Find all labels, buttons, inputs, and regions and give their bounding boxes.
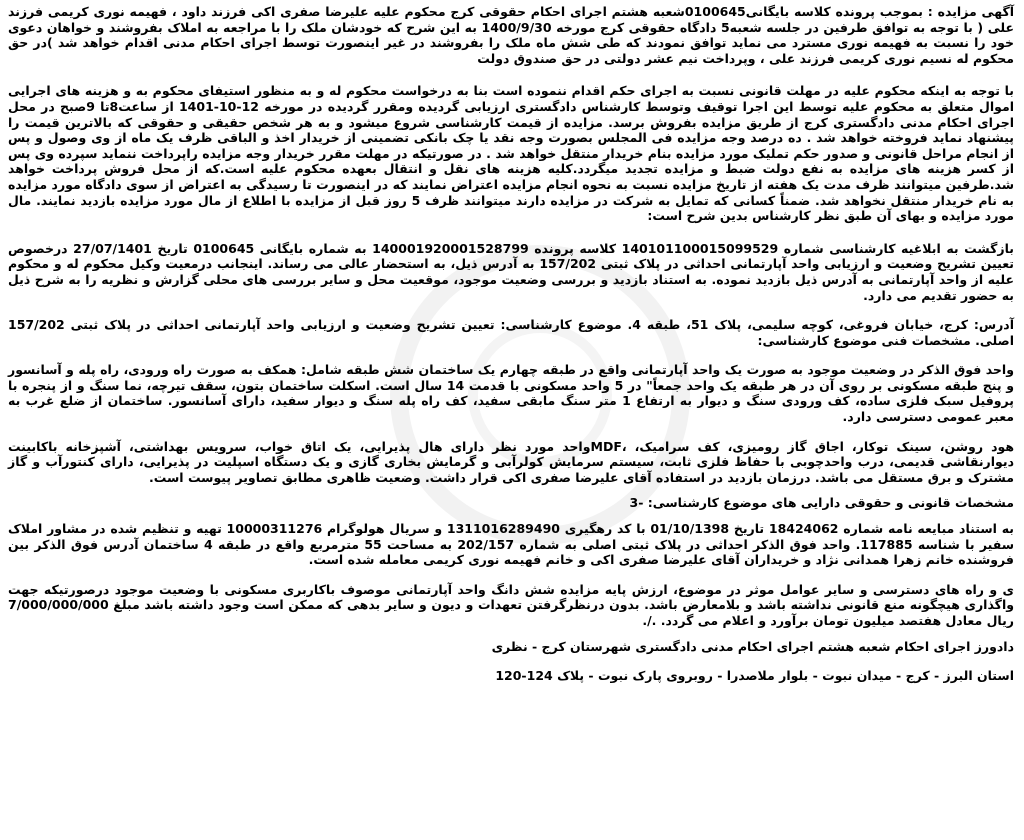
office-address-line: استان البرز - کرج - میدان نبوت - بلوار ملاصدرا - روبروی پارک نبوت - پلاک 124-120 bbox=[495, 668, 1014, 684]
notice-intro-paragraph: آگهی مزایده : بموجب پرونده کلاسه بایگانی0100645شعبه هشتم اجرای احکام حقوقی کرج محکوم علیه علیرضا صفری اکی فرزند داود ، فهیمه نوری کریمی فرزند علی ( با توجه به توافق طرفین در جلسه شعبه5 دادگاه حقوقی کرج مورخه 1400/9/30 به این شرح که خودشان ملک را با مراجعه به املاک بفروشند و خواهان دعوی خود را نسبت به فهیمه نوری مسترد می نماید توافق نمودند که طی شش ماه ملک را بفروشند در غیر اینصورت توسط اجرای احکام مدنی اقدام خواهد شد )در حق محکوم له نسیم نوری کریمی فرزند علی ، وپرداخت نیم عشر دولتی در حق صندوق دولت bbox=[8, 4, 1015, 66]
signature-line: دادورز اجرای احکام شعبه هشتم اجرای احکام مدنی دادگستری شهرستان کرج - نظری bbox=[491, 638, 1014, 654]
unit-features-paragraph: هود روشن، سینک توکار، اجاق گاز رومیزی، کف سرامیک، ،MDFواحد مورد نظر دارای هال پذیرایی، یک اتاق خواب، سرویس بهداشتی، آشپزخانه باکابینت دیوارنقاشی قدیمی، درب واحدچوبی با حفاظ فلزی ثابت، سیستم سرمایش کولرآبی و گرمایش بخاری گازی و یک دستگاه اسپلیت در پذیرایی، دارای کنتورآب و گاز مشترک و برق مستقل می باشد. درزمان بازدید در استفاده آقای علیرضا صفری اکی قرار داشت. وضعیت ظاهری مطابق تصاویر پیوست است. bbox=[8, 438, 1014, 485]
address-paragraph: آدرس: کرج، خیابان فروغی، کوچه سلیمی، پلاک 51، طبقه 4. موضوع کارشناسی: تعیین تشریح وضعیت و ارزیابی واحد آپارتمانی احداثی در پلاک ثبتی 157/202 اصلی. مشخصات فنی موضوع کارشناسی: bbox=[8, 317, 1014, 348]
valuation-paragraph: ی و راه های دسترسی و سایر عوامل موثر در موضوع، ارزش پایه مزایده شش دانگ واحد آپارتمانی موصوف باکاربری مسکونی با وضعیت موجود درصورتیکه جهت واگذاری هیچگونه منع قانونی نداشته باشد و بلامعارض باشد. بدون درنظرگرفتن تعهدات و دیون و سایر بدهی که ممکن است وجود داشته باشد مبلغ 7/000/000/000 ریال معادل هفتصد میلیون تومان برآورد و اعلام می گردد. ./. bbox=[8, 581, 1014, 628]
legal-specs-paragraph: به استناد مبایعه نامه شماره 18424062 تاریخ 01/10/1398 با کد رهگیری 1311016289490 و سریال هولوگرام 10000311276 تهیه و تنظیم شده در مشاور املاک سفیر با شناسه 117885. واحد فوق الذکر احداثی در پلاک ثبتی اصلی به شماره 202/157 به مساحت 55 مترمربع واقع در طبقه 4 ساختمان آدرس فوق الذکر بین فروشنده خانم زهرا همدانی نژاد و خریداران آقای علیرضا صفری اکی و خانم فهیمه نوری کریمی معامله شده است. bbox=[8, 521, 1014, 568]
auction-terms-paragraph: با توجه به اینکه محکوم علیه در مهلت قانونی نسبت به اجرای حکم اقدام ننموده است بنا به درخواست محکوم له و به منظور استیفای محکوم به و هزینه های اجرایی اموال متعلق به محکوم علیه توسط این اجرا توقیف وتوسط کارشناس دادگستری ارزیابی گردیده ومقرر گردیده در مورخه 12-10-1401 از ساعت8تا 9صبح در محل اجرای احکام مدنی دادگستری کرج از طریق مزایده بفروش برسد. مزایده از قیمت کارشناسی شروع میشود و به هر شخص حقیقی و حقوقی که بالاترین قیمت را پیشنهاد نماید فروخته خواهد شد . ده درصد وجه مزایده فی المجلس بصورت وجه نقد یا چک بانکی تضمینی از خریدار اخذ و الباقی ظرف یک ماه از وی وصول و پس از انجام مراحل قانونی و صدور حکم تملیک مورد مزایده بنام خریدار منتقل خواهد شد . در صورتیکه در مهلت مقرر خریدار وجه مزایده راپرداخت ننماید سپرده وی پس از کسر هزینه های مزایده به نفع دولت ضبط و مزایده تجدید میگردد.کلیه هزینه های نقل و انتقال بعهده محکوم علیه است.که از محل فروش پرداخت خواهد شد.طرفین میتوانند ظرف مدت یک هفته از تاریخ مزایده نسبت به نحوه انجام مزایده اعتراض نمایند که در اینصورت تا رسیدگی به اعتراض از سوی دادگاه مورد مزایده به نام خریدار منتقل نخواهد شد. ضمناً کسانی که تمایل به شرکت در مزایده دارند میتوانند ظرف 5 روز قبل از مزایده با اطلاع از مال مورد مزایده بازدید نمایند. مال مورد مزایده و بهای آن طبق نظر کارشناس بدین شرح است: bbox=[8, 83, 1014, 224]
expert-report-paragraph: بازگشت به ابلاغیه کارشناسی شماره 140101100015099529 کلاسه پرونده 140001920001528799 به شماره بایگانی 0100645 تاریخ 27/07/1401 درخصوص تعیین تشریح وضعیت و ارزیابی واحد آپارتمانی احداثی در پلاک ثبتی 157/202 به آدرس ذیل، به استحضار عالی می رساند. اینجانب درمعیت وکیل محکوم له و محکوم علیه از واحد آپارتمانی به آدرس ذیل بازدید نموده. به استناد بازدید و بررسی وضعیت موجود، موقعیت محل و سایر بررسی های محلی گزارش و نظریه را به شرح ذیل به حضور تقدیم می دارد. bbox=[8, 240, 1014, 303]
unit-description-paragraph: واحد فوق الذکر در وضعیت موجود به صورت یک واحد آپارتمانی واقع در طبقه چهارم یک ساختمان شش طبقه شامل: همکف به صورت راه ورودی، راه پله و آسانسور و پنج طبقه مسکونی بر روی آن در هر طبقه یک واحد جمعاً" در 5 واحد مسکونی با قدمت 14 سال است. اسکلت ساختمان بتون، سقف تیرچه، نما سنگ و از پنجره با پروفیل سبک فلزی ساده، کف ورودی سنگ و دیوار به ارتفاع 1 متر سنگ مابقی سفید، کف راه پله سنگ و دیوار سفید، دارای آسانسور. ساختمان از ضلع غرب به معبر عمومی دسترسی دارد. bbox=[8, 362, 1014, 425]
legal-specs-heading: مشخصات قانونی و حقوقی دارایی های موضوع کارشناسی: -3 bbox=[629, 495, 1014, 511]
